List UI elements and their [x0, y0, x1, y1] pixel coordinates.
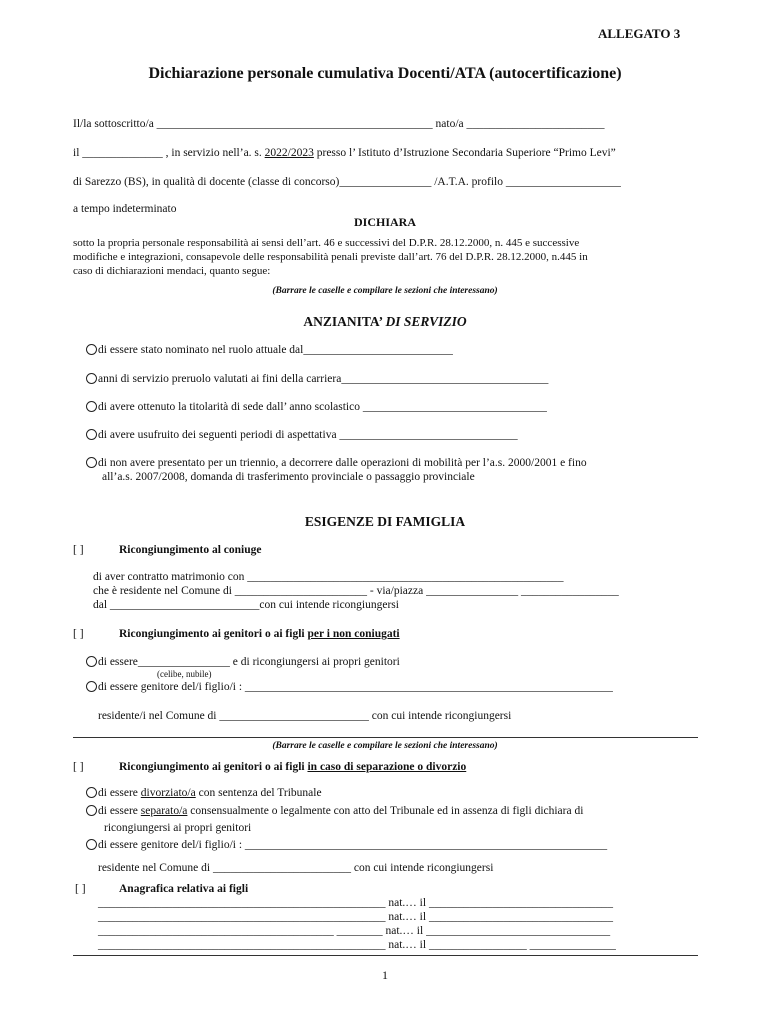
anzianita-heading-b: DI SERVIZIO	[385, 314, 467, 329]
intro-line-tempo: a tempo indeterminato	[73, 203, 177, 215]
genitori-title-a: Ricongiungimento ai genitori o ai figli	[119, 628, 308, 640]
anzianita-item-3[interactable]: di avere ottenuto la titolarità di sede dall’ anno scolastico ________________________________	[98, 401, 547, 413]
anagrafica-row-2[interactable]: __________________________________________________ nat.… il ________________________________	[98, 911, 613, 923]
instruction-note-2: (Barrare le caselle e compilare le sezioni che interessano)	[272, 741, 498, 751]
anzianita-heading-a: ANZIANITA’	[303, 314, 386, 329]
separazione-title-a: Ricongiungimento ai genitori o ai figli	[119, 761, 308, 773]
coniuge-line-2[interactable]: che è residente nel Comune di _______________________ - via/piazza ________________ _________________	[93, 585, 619, 597]
separazione-radio-3[interactable]	[86, 839, 97, 850]
genitori-line-2[interactable]: di essere genitore del/i figlio/i : ________________________________________________________________	[98, 681, 613, 693]
genitori-radio-1[interactable]	[86, 656, 97, 667]
coniuge-line-3[interactable]: dal __________________________con cui intende ricongiungersi	[93, 599, 399, 611]
separazione-line-1-a: di essere	[98, 787, 141, 799]
genitori-checkbox[interactable]: [ ]	[73, 628, 84, 640]
anzianita-item-4[interactable]: di avere usufruito dei seguenti periodi di aspettativa _______________________________	[98, 429, 518, 441]
separazione-radio-1[interactable]	[86, 787, 97, 798]
section-divider	[73, 737, 698, 738]
dichiara-body-line-1: sotto la propria personale responsabilità ai sensi dell’art. 46 e successivi del D.P.R. 28.12.2000, n. 445 e successive	[73, 237, 580, 249]
intro-servizio-text-a: il ______________ , in servizio nell’a. s.	[73, 147, 265, 159]
separazione-title-b: in caso di separazione o divorzio	[307, 761, 467, 773]
anzianita-radio-2[interactable]	[86, 373, 97, 384]
anzianita-radio-1[interactable]	[86, 344, 97, 355]
page-number: 1	[382, 968, 388, 982]
separazione-line-1[interactable]	[98, 786, 322, 800]
separazione-line-4[interactable]: residente nel Comune di ________________________ con cui intende ricongiungersi	[98, 862, 494, 874]
genitori-title	[119, 627, 400, 641]
separazione-line-2-cont: ricongiungersi ai propri genitori	[104, 822, 252, 834]
genitori-line-1[interactable]: di essere________________ e di ricongiungersi ai propri genitori	[98, 656, 400, 668]
genitori-line-1-note: (celibe, nubile)	[157, 669, 212, 679]
document-title: Dichiarazione personale cumulativa Docenti/ATA (autocertificazione)	[148, 65, 622, 82]
intro-line-servizio[interactable]	[73, 146, 616, 160]
anzianita-heading	[0, 314, 770, 330]
famiglia-heading: ESIGENZE DI FAMIGLIA	[304, 514, 466, 529]
anzianita-item-1[interactable]: di essere stato nominato nel ruolo attuale dal__________________________	[98, 344, 453, 356]
genitori-line-3[interactable]: residente/i nel Comune di __________________________ con cui intende ricongiungersi	[98, 710, 512, 722]
separazione-title	[119, 760, 466, 774]
instruction-note: (Barrare le caselle e compilare le sezioni che interessano)	[272, 286, 498, 296]
intro-servizio-text-b: presso l’ Istituto d’Istruzione Secondaria Superiore “Primo Levi”	[313, 147, 616, 159]
separazione-radio-2[interactable]	[86, 805, 97, 816]
anagrafica-row-4[interactable]: __________________________________________________ nat.… il _________________ _______________	[98, 939, 616, 951]
anagrafica-title: Anagrafica relativa ai figli	[119, 883, 249, 895]
anzianita-radio-3[interactable]	[86, 401, 97, 412]
anzianita-radio-5[interactable]	[86, 457, 97, 468]
anzianita-item-5[interactable]: di non avere presentato per un triennio, a decorrere dalle operazioni di mobilità per l’a.s. 2000/2001 e fino	[98, 457, 587, 469]
allegato-label: ALLEGATO 3	[598, 26, 681, 41]
anzianita-radio-4[interactable]	[86, 429, 97, 440]
dichiara-heading: DICHIARA	[353, 215, 416, 229]
anzianita-item-2[interactable]: anni di servizio preruolo valutati ai fini della carriera____________________________________	[98, 373, 549, 385]
anagrafica-row-3[interactable]: _________________________________________ ________ nat.… il ________________________________	[98, 925, 611, 937]
separazione-line-2-a: di essere	[98, 805, 141, 817]
genitori-radio-2[interactable]	[86, 681, 97, 692]
separazione-checkbox[interactable]: [ ]	[73, 761, 84, 773]
separazione-line-2-b: consensualmente o legalmente con atto del Tribunale ed in assenza di figli dichiara di	[187, 805, 584, 817]
separazione-line-2[interactable]	[98, 804, 583, 818]
anagrafica-row-1[interactable]: __________________________________________________ nat.… il ________________________________	[98, 897, 613, 909]
school-year: 2022/2023	[264, 147, 314, 159]
separazione-line-1-b: con sentenza del Tribunale	[195, 787, 322, 799]
genitori-title-b: per i non coniugati	[307, 628, 400, 640]
intro-line-sottoscritto[interactable]: Il/la sottoscritto/a ________________________________________________ nato/a ________________________	[73, 118, 605, 130]
intro-line-qualita[interactable]: di Sarezzo (BS), in qualità di docente (classe di concorso)________________ /A.T.A. profilo ____________________	[73, 176, 621, 188]
dichiara-body-line-3: caso di dichiarazioni mendaci, quanto segue:	[73, 265, 271, 277]
coniuge-checkbox[interactable]: [ ]	[73, 544, 84, 556]
footer-divider	[73, 955, 698, 956]
dichiara-body-line-2: modifiche e integrazioni, consapevole delle responsabilità penali previste dall’art. 76 del D.P.R. 28.12.2000, n.445 in	[73, 251, 588, 263]
separazione-line-1-u: divorziato/a	[140, 787, 196, 799]
separazione-line-2-u: separato/a	[140, 805, 188, 817]
anagrafica-checkbox[interactable]: [ ]	[75, 883, 86, 895]
coniuge-line-1[interactable]: di aver contratto matrimonio con _______________________________________________________	[93, 571, 564, 583]
anzianita-item-5-cont: all’a.s. 2007/2008, domanda di trasferimento provinciale o passaggio provinciale	[102, 471, 475, 483]
coniuge-title: Ricongiungimento al coniuge	[119, 544, 262, 556]
separazione-line-3[interactable]: di essere genitore del/i figlio/i : _______________________________________________________________	[98, 839, 608, 851]
